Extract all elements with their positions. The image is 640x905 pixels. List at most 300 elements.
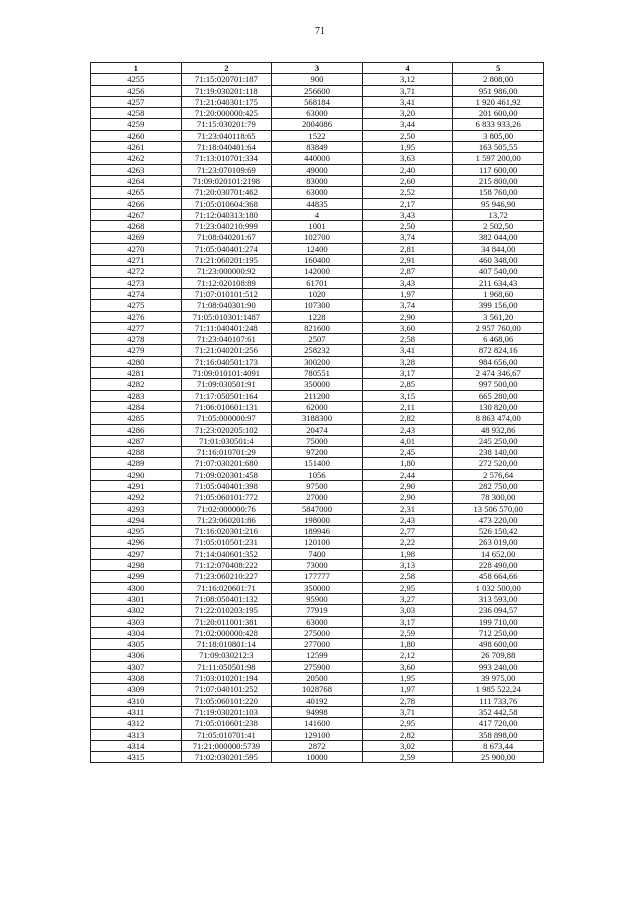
cadastral-number-cell: 71:23:000000:92	[181, 266, 272, 277]
table-row	[91, 255, 544, 266]
value-cell: 14 652,00	[453, 548, 544, 559]
area-cell: 3188300	[272, 413, 363, 424]
cadastral-number-cell: 71:23:040118:65	[181, 130, 272, 141]
rate-cell: 3,27	[362, 593, 453, 604]
value-cell: 872 824,16	[453, 345, 544, 356]
rate-cell: 3,71	[362, 706, 453, 717]
cadastral-number-cell: 71:07:010101:512	[181, 288, 272, 299]
row-number-cell: 4292	[91, 492, 182, 503]
area-cell: 1522	[272, 130, 363, 141]
rate-cell: 1,80	[362, 639, 453, 650]
table-row	[91, 695, 544, 706]
cadastral-number-cell: 71:16:020301:216	[181, 526, 272, 537]
area-cell: 275900	[272, 661, 363, 672]
area-cell: 83849	[272, 142, 363, 153]
table-row	[91, 345, 544, 356]
area-cell: 2004086	[272, 119, 363, 130]
area-cell: 568184	[272, 96, 363, 107]
area-cell: 27000	[272, 492, 363, 503]
table-row	[91, 503, 544, 514]
value-cell: 1 597 200,00	[453, 153, 544, 164]
area-cell: 1028768	[272, 684, 363, 695]
area-cell: 2872	[272, 740, 363, 751]
table-row	[91, 277, 544, 288]
rate-cell: 3,17	[362, 368, 453, 379]
value-cell: 352 442,58	[453, 706, 544, 717]
rate-cell: 2,85	[362, 379, 453, 390]
row-number-cell: 4257	[91, 96, 182, 107]
row-number-cell: 4269	[91, 232, 182, 243]
rate-cell: 3,03	[362, 605, 453, 616]
table-row	[91, 639, 544, 650]
value-cell: 526 150,42	[453, 526, 544, 537]
table-row	[91, 108, 544, 119]
rate-cell: 3,74	[362, 300, 453, 311]
value-cell: 473 220,00	[453, 514, 544, 525]
cadastral-number-cell: 71:09:020301:458	[181, 469, 272, 480]
value-cell: 2 957 760,00	[453, 322, 544, 333]
rate-cell: 2,77	[362, 526, 453, 537]
area-cell: 63000	[272, 108, 363, 119]
area-cell: 5847000	[272, 503, 363, 514]
table-row	[91, 492, 544, 503]
area-cell: 1001	[272, 221, 363, 232]
rate-cell: 3,17	[362, 616, 453, 627]
value-cell: 199 710,00	[453, 616, 544, 627]
cadastral-number-cell: 71:02:000000:428	[181, 627, 272, 638]
cadastral-number-cell: 71:20:030701:462	[181, 187, 272, 198]
area-cell: 97200	[272, 447, 363, 458]
rate-cell: 2,22	[362, 537, 453, 548]
rate-cell: 2,90	[362, 311, 453, 322]
cadastral-number-cell: 71:05:010604:368	[181, 198, 272, 209]
value-cell: 245 250,00	[453, 435, 544, 446]
value-cell: 272 520,00	[453, 458, 544, 469]
rate-cell: 2,52	[362, 187, 453, 198]
table-row	[91, 401, 544, 412]
table-row	[91, 334, 544, 345]
row-number-cell: 4288	[91, 447, 182, 458]
row-number-cell: 4308	[91, 673, 182, 684]
row-number-cell: 4285	[91, 413, 182, 424]
cadastral-number-cell: 71:16:010701:29	[181, 447, 272, 458]
table-row	[91, 311, 544, 322]
header-col-4: 4	[362, 63, 453, 74]
row-number-cell: 4291	[91, 480, 182, 491]
cadastral-number-cell: 71:02:030201:595	[181, 752, 272, 763]
value-cell: 117 600,00	[453, 164, 544, 175]
value-cell: 130 820,00	[453, 401, 544, 412]
rate-cell: 2,78	[362, 695, 453, 706]
value-cell: 95 946,90	[453, 198, 544, 209]
value-cell: 201 600,00	[453, 108, 544, 119]
table-row	[91, 752, 544, 763]
table-row	[91, 740, 544, 751]
row-number-cell: 4266	[91, 198, 182, 209]
table-row	[91, 85, 544, 96]
rate-cell: 2,43	[362, 514, 453, 525]
table-row	[91, 616, 544, 627]
rate-cell: 2,59	[362, 752, 453, 763]
row-number-cell: 4277	[91, 322, 182, 333]
area-cell: 198000	[272, 514, 363, 525]
rate-cell: 2,81	[362, 243, 453, 254]
value-cell: 313 593,00	[453, 593, 544, 604]
rate-cell: 1,95	[362, 142, 453, 153]
rate-cell: 1,98	[362, 548, 453, 559]
table-row	[91, 96, 544, 107]
area-cell: 94998	[272, 706, 363, 717]
table-row	[91, 209, 544, 220]
table-row	[91, 368, 544, 379]
table-row	[91, 221, 544, 232]
rate-cell: 2,58	[362, 571, 453, 582]
value-cell: 3 805,00	[453, 130, 544, 141]
rate-cell: 3,71	[362, 85, 453, 96]
table-row	[91, 424, 544, 435]
value-cell: 215 800,00	[453, 175, 544, 186]
value-cell: 382 044,00	[453, 232, 544, 243]
table-row	[91, 187, 544, 198]
cadastral-number-cell: 71:17:050501:164	[181, 390, 272, 401]
area-cell: 40192	[272, 695, 363, 706]
cadastral-number-cell: 71:05:060101:220	[181, 695, 272, 706]
area-cell: 277000	[272, 639, 363, 650]
table-row	[91, 266, 544, 277]
rate-cell: 2,58	[362, 334, 453, 345]
cadastral-number-cell: 71:23:070109:69	[181, 164, 272, 175]
area-cell: 75000	[272, 435, 363, 446]
cadastral-number-cell: 71:05:040401:398	[181, 480, 272, 491]
cadastral-number-cell: 71:23:060201:86	[181, 514, 272, 525]
value-cell: 25 900,00	[453, 752, 544, 763]
row-number-cell: 4304	[91, 627, 182, 638]
cadastral-number-cell: 71:11:040401:248	[181, 322, 272, 333]
cadastral-number-cell: 71:23:040107:61	[181, 334, 272, 345]
rate-cell: 2,31	[362, 503, 453, 514]
area-cell: 2507	[272, 334, 363, 345]
table-row	[91, 288, 544, 299]
cadastral-number-cell: 71:08:040301:90	[181, 300, 272, 311]
area-cell: 151400	[272, 458, 363, 469]
table-row	[91, 526, 544, 537]
area-cell: 73000	[272, 560, 363, 571]
row-number-cell: 4314	[91, 740, 182, 751]
area-cell: 4	[272, 209, 363, 220]
table-row	[91, 379, 544, 390]
table-row	[91, 718, 544, 729]
row-number-cell: 4315	[91, 752, 182, 763]
cadastral-number-cell: 71:09:020101:2198	[181, 175, 272, 186]
value-cell: 48 932,86	[453, 424, 544, 435]
value-cell: 712 250,00	[453, 627, 544, 638]
value-cell: 417 720,00	[453, 718, 544, 729]
area-cell: 95900	[272, 593, 363, 604]
value-cell: 39 975,00	[453, 673, 544, 684]
value-cell: 2 502,50	[453, 221, 544, 232]
area-cell: 256600	[272, 85, 363, 96]
area-cell: 1020	[272, 288, 363, 299]
value-cell: 1 985 522,24	[453, 684, 544, 695]
cadastral-number-cell: 71:19:030201:103	[181, 706, 272, 717]
table-row	[91, 560, 544, 571]
table-row	[91, 356, 544, 367]
area-cell: 129100	[272, 729, 363, 740]
table-row	[91, 142, 544, 153]
rate-cell: 3,20	[362, 108, 453, 119]
row-number-cell: 4270	[91, 243, 182, 254]
table-row	[91, 548, 544, 559]
row-number-cell: 4293	[91, 503, 182, 514]
cadastral-number-cell: 71:05:060101:772	[181, 492, 272, 503]
row-number-cell: 4256	[91, 85, 182, 96]
value-cell: 458 664,66	[453, 571, 544, 582]
row-number-cell: 4268	[91, 221, 182, 232]
header-col-1: 1	[91, 63, 182, 74]
row-number-cell: 4299	[91, 571, 182, 582]
cadastral-number-cell: 71:05:010601:238	[181, 718, 272, 729]
row-number-cell: 4303	[91, 616, 182, 627]
table-row	[91, 232, 544, 243]
cadastral-number-cell: 71:23:020205:102	[181, 424, 272, 435]
row-number-cell: 4263	[91, 164, 182, 175]
area-cell: 1228	[272, 311, 363, 322]
value-cell: 2 808,00	[453, 74, 544, 85]
cadastral-number-cell: 71:03:010201:194	[181, 673, 272, 684]
value-cell: 13,72	[453, 209, 544, 220]
rate-cell: 2,90	[362, 492, 453, 503]
area-cell: 160400	[272, 255, 363, 266]
rate-cell: 3,63	[362, 153, 453, 164]
cadastral-number-cell: 71:08:040201:67	[181, 232, 272, 243]
table-row	[91, 673, 544, 684]
cadastral-number-cell: 71:13:010701:334	[181, 153, 272, 164]
rate-cell: 1,95	[362, 673, 453, 684]
area-cell: 780551	[272, 368, 363, 379]
rate-cell: 2,12	[362, 650, 453, 661]
cadastral-number-cell: 71:21:060201:195	[181, 255, 272, 266]
cadastral-number-cell: 71:07:040101:252	[181, 684, 272, 695]
row-number-cell: 4309	[91, 684, 182, 695]
row-number-cell: 4310	[91, 695, 182, 706]
row-number-cell: 4312	[91, 718, 182, 729]
cadastral-number-cell: 71:15:020701:187	[181, 74, 272, 85]
table-row	[91, 480, 544, 491]
table-row	[91, 661, 544, 672]
rate-cell: 2,50	[362, 130, 453, 141]
table-row	[91, 447, 544, 458]
value-cell: 282 750,00	[453, 480, 544, 491]
area-cell: 1056	[272, 469, 363, 480]
table-row	[91, 175, 544, 186]
cadastral-number-cell: 71:21:040201:256	[181, 345, 272, 356]
table-row	[91, 130, 544, 141]
row-number-cell: 4255	[91, 74, 182, 85]
area-cell: 300200	[272, 356, 363, 367]
rate-cell: 2,50	[362, 221, 453, 232]
value-cell: 997 500,00	[453, 379, 544, 390]
table-row	[91, 537, 544, 548]
value-cell: 78 300,00	[453, 492, 544, 503]
table-row	[91, 74, 544, 85]
value-cell: 6 833 933,26	[453, 119, 544, 130]
cadastral-number-cell: 71:20:011001:381	[181, 616, 272, 627]
row-number-cell: 4295	[91, 526, 182, 537]
row-number-cell: 4258	[91, 108, 182, 119]
table-row	[91, 390, 544, 401]
cadastral-number-cell: 71:14:040601:352	[181, 548, 272, 559]
value-cell: 236 094,57	[453, 605, 544, 616]
row-number-cell: 4274	[91, 288, 182, 299]
table-row	[91, 458, 544, 469]
value-cell: 26 709,88	[453, 650, 544, 661]
value-cell: 665 280,00	[453, 390, 544, 401]
rate-cell: 2,40	[362, 164, 453, 175]
cadastral-number-cell: 71:01:030501:4	[181, 435, 272, 446]
header-col-3: 3	[272, 63, 363, 74]
area-cell: 258232	[272, 345, 363, 356]
value-cell: 238 140,00	[453, 447, 544, 458]
value-cell: 2 576,64	[453, 469, 544, 480]
value-cell: 263 019,00	[453, 537, 544, 548]
page-number: 71	[315, 26, 325, 37]
table-row	[91, 605, 544, 616]
rate-cell: 3,74	[362, 232, 453, 243]
cadastral-number-cell: 71:18:010801:14	[181, 639, 272, 650]
cadastral-number-cell: 71:23:040210:999	[181, 221, 272, 232]
area-cell: 62000	[272, 401, 363, 412]
rate-cell: 2,60	[362, 175, 453, 186]
header-col-5: 5	[453, 63, 544, 74]
cadastral-number-cell: 71:09:010101:4091	[181, 368, 272, 379]
rate-cell: 3,43	[362, 209, 453, 220]
row-number-cell: 4286	[91, 424, 182, 435]
value-cell: 2 474 346,67	[453, 368, 544, 379]
row-number-cell: 4296	[91, 537, 182, 548]
rate-cell: 3,12	[362, 74, 453, 85]
row-number-cell: 4298	[91, 560, 182, 571]
row-number-cell: 4259	[91, 119, 182, 130]
row-number-cell: 4279	[91, 345, 182, 356]
area-cell: 12400	[272, 243, 363, 254]
table-row	[91, 571, 544, 582]
value-cell: 407 540,00	[453, 266, 544, 277]
row-number-cell: 4271	[91, 255, 182, 266]
cadastral-number-cell: 71:22:010203:195	[181, 605, 272, 616]
area-cell: 189946	[272, 526, 363, 537]
cadastral-number-cell: 71:05:010701:41	[181, 729, 272, 740]
rate-cell: 3,44	[362, 119, 453, 130]
area-cell: 211200	[272, 390, 363, 401]
row-number-cell: 4278	[91, 334, 182, 345]
rate-cell: 3,02	[362, 740, 453, 751]
cadastral-number-cell: 71:05:040401:274	[181, 243, 272, 254]
rate-cell: 3,43	[362, 277, 453, 288]
value-cell: 951 986,00	[453, 85, 544, 96]
cadastral-number-cell: 71:16:040501:173	[181, 356, 272, 367]
rate-cell: 2,95	[362, 718, 453, 729]
area-cell: 7400	[272, 548, 363, 559]
row-number-cell: 4300	[91, 582, 182, 593]
table-row	[91, 300, 544, 311]
row-number-cell: 4302	[91, 605, 182, 616]
area-cell: 49000	[272, 164, 363, 175]
area-cell: 177777	[272, 571, 363, 582]
value-cell: 984 656,00	[453, 356, 544, 367]
area-cell: 97500	[272, 480, 363, 491]
cadastral-number-cell: 71:15:030201:79	[181, 119, 272, 130]
cadastral-number-cell: 71:05:010301:1487	[181, 311, 272, 322]
row-number-cell: 4294	[91, 514, 182, 525]
value-cell: 1 920 461,92	[453, 96, 544, 107]
rate-cell: 2,43	[362, 424, 453, 435]
row-number-cell: 4282	[91, 379, 182, 390]
row-number-cell: 4301	[91, 593, 182, 604]
table-row	[91, 413, 544, 424]
header-col-2: 2	[181, 63, 272, 74]
row-number-cell: 4313	[91, 729, 182, 740]
row-number-cell: 4272	[91, 266, 182, 277]
cadastral-number-cell: 71:09:030212:3	[181, 650, 272, 661]
value-cell: 3 561,20	[453, 311, 544, 322]
area-cell: 275000	[272, 627, 363, 638]
table-row	[91, 627, 544, 638]
cadastral-number-cell: 71:07:030201:680	[181, 458, 272, 469]
row-number-cell: 4307	[91, 661, 182, 672]
cadastral-number-cell: 71:21:000000:5739	[181, 740, 272, 751]
cadastral-number-cell: 71:12:070408:222	[181, 560, 272, 571]
cadastral-number-cell: 71:08:050401:132	[181, 593, 272, 604]
area-cell: 107300	[272, 300, 363, 311]
cadastral-number-cell: 71:18:040401:64	[181, 142, 272, 153]
cadastral-number-cell: 71:12:040313:180	[181, 209, 272, 220]
table-row	[91, 153, 544, 164]
rate-cell: 2,11	[362, 401, 453, 412]
row-number-cell: 4311	[91, 706, 182, 717]
cadastral-value-table	[90, 62, 544, 763]
area-cell: 20474	[272, 424, 363, 435]
table-row	[91, 706, 544, 717]
table-row	[91, 684, 544, 695]
cadastral-number-cell: 71:19:030201:118	[181, 85, 272, 96]
area-cell: 10000	[272, 752, 363, 763]
value-cell: 228 490,00	[453, 560, 544, 571]
area-cell: 20500	[272, 673, 363, 684]
rate-cell: 2,90	[362, 480, 453, 491]
area-cell: 350000	[272, 582, 363, 593]
rate-cell: 1,80	[362, 458, 453, 469]
area-cell: 350000	[272, 379, 363, 390]
table-row	[91, 435, 544, 446]
row-number-cell: 4287	[91, 435, 182, 446]
cadastral-number-cell: 71:23:060210:227	[181, 571, 272, 582]
rate-cell: 3,41	[362, 96, 453, 107]
area-cell: 900	[272, 74, 363, 85]
row-number-cell: 4305	[91, 639, 182, 650]
area-cell: 120100	[272, 537, 363, 548]
area-cell: 61701	[272, 277, 363, 288]
area-cell: 102700	[272, 232, 363, 243]
header-row	[91, 63, 544, 74]
table-row	[91, 119, 544, 130]
rate-cell: 4,01	[362, 435, 453, 446]
table-row	[91, 469, 544, 480]
value-cell: 498 600,00	[453, 639, 544, 650]
cadastral-number-cell: 71:06:010601:131	[181, 401, 272, 412]
cadastral-number-cell: 71:21:040301:175	[181, 96, 272, 107]
value-cell: 111 733,76	[453, 695, 544, 706]
row-number-cell: 4290	[91, 469, 182, 480]
